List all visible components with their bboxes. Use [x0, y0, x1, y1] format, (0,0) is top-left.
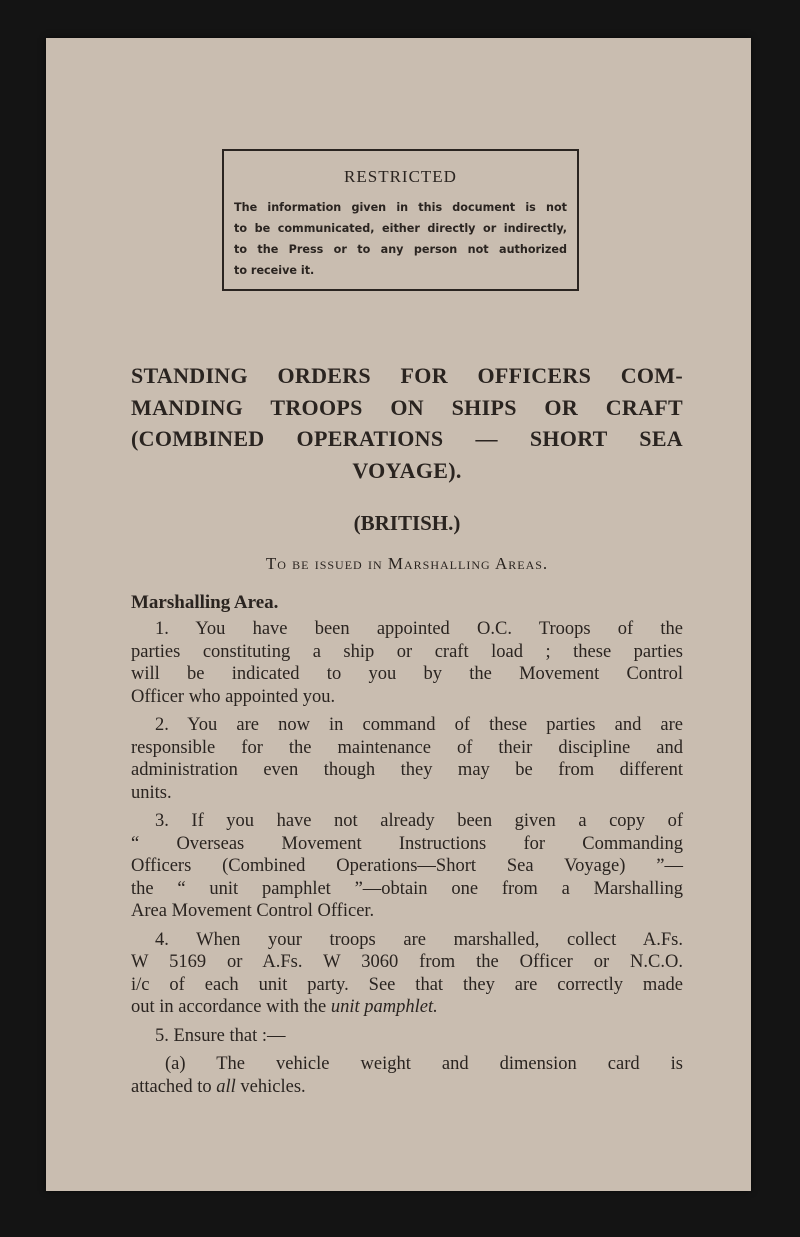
- text-run: attached to: [131, 1076, 217, 1097]
- text-line: units.: [131, 782, 172, 803]
- emphasis-text: all: [216, 1076, 236, 1097]
- document-subtitle: (BRITISH.): [353, 511, 461, 535]
- text-line: 3. If you have not already been given a copy of: [155, 811, 683, 831]
- document-title: [131, 360, 683, 486]
- restricted-line: to be communicated, either directly or indirectly,: [234, 222, 567, 235]
- text-line: Area Movement Control Officer.: [131, 901, 375, 921]
- title-line: STANDING ORDERS FOR OFFICERS COM-: [131, 363, 683, 388]
- emphasis-text: unit pamphlet.: [330, 997, 438, 1017]
- paragraph-3: [131, 810, 683, 923]
- paragraph-4: [131, 929, 683, 1019]
- text-line: W 5169 or A.Fs. W 3060 from the Officer or N.C.O.: [131, 952, 683, 972]
- text-line: (a) The vehicle weight and dimension card is: [165, 1054, 683, 1074]
- text-line: [131, 996, 683, 1019]
- restricted-notice: [222, 149, 579, 291]
- text-line: responsible for the maintenance of their discipline and: [131, 737, 683, 758]
- paragraph-1: [131, 618, 683, 708]
- text-line: 2. You are now in command of these parties and are: [155, 715, 683, 735]
- text-line: “ Overseas Movement Instructions for Commanding: [131, 833, 683, 854]
- text-line: Officers (Combined Operations—Short Sea Voyage) ”—: [131, 856, 683, 876]
- title-line: (COMBINED OPERATIONS — SHORT SEA: [131, 426, 683, 451]
- paragraph-2: [131, 714, 683, 804]
- text-line: i/c of each unit party. See that they are correctly made: [131, 974, 683, 995]
- text-line: will be indicated to you by the Movement Control: [131, 664, 683, 684]
- section-heading: Marshalling Area.: [131, 592, 279, 613]
- text-line: administration even though they may be from different: [131, 760, 683, 780]
- restricted-line: to receive it.: [234, 264, 315, 277]
- text-run: out in accordance with the: [131, 997, 331, 1017]
- text-line: 4. When your troops are marshalled, collect A.Fs.: [155, 929, 683, 950]
- paragraph-5a: [131, 1053, 683, 1098]
- issued-note: To be issued in Marshalling Areas.: [265, 554, 549, 573]
- restricted-line: to the Press or to any person not authorized: [234, 243, 567, 256]
- text-run: vehicles.: [235, 1076, 306, 1097]
- section-body: [131, 618, 683, 1104]
- text-line: [131, 1076, 683, 1099]
- title-line: MANDING TROOPS ON SHIPS OR CRAFT: [131, 394, 683, 420]
- title-line: VOYAGE).: [352, 457, 462, 483]
- text-line: 1. You have been appointed O.C. Troops of the: [155, 619, 683, 639]
- text-line: 5. Ensure that :—: [155, 1025, 286, 1046]
- text-line: parties constituting a ship or craft load ; these parties: [131, 641, 683, 662]
- text-line: the “ unit pamphlet ”—obtain one from a Marshalling: [131, 878, 683, 899]
- document-page: [46, 38, 751, 1191]
- restricted-title: RESTRICTED: [344, 167, 457, 186]
- restricted-line: The information given in this document is not: [234, 201, 567, 214]
- text-line: Officer who appointed you.: [131, 686, 336, 707]
- paragraph-5: [131, 1025, 683, 1048]
